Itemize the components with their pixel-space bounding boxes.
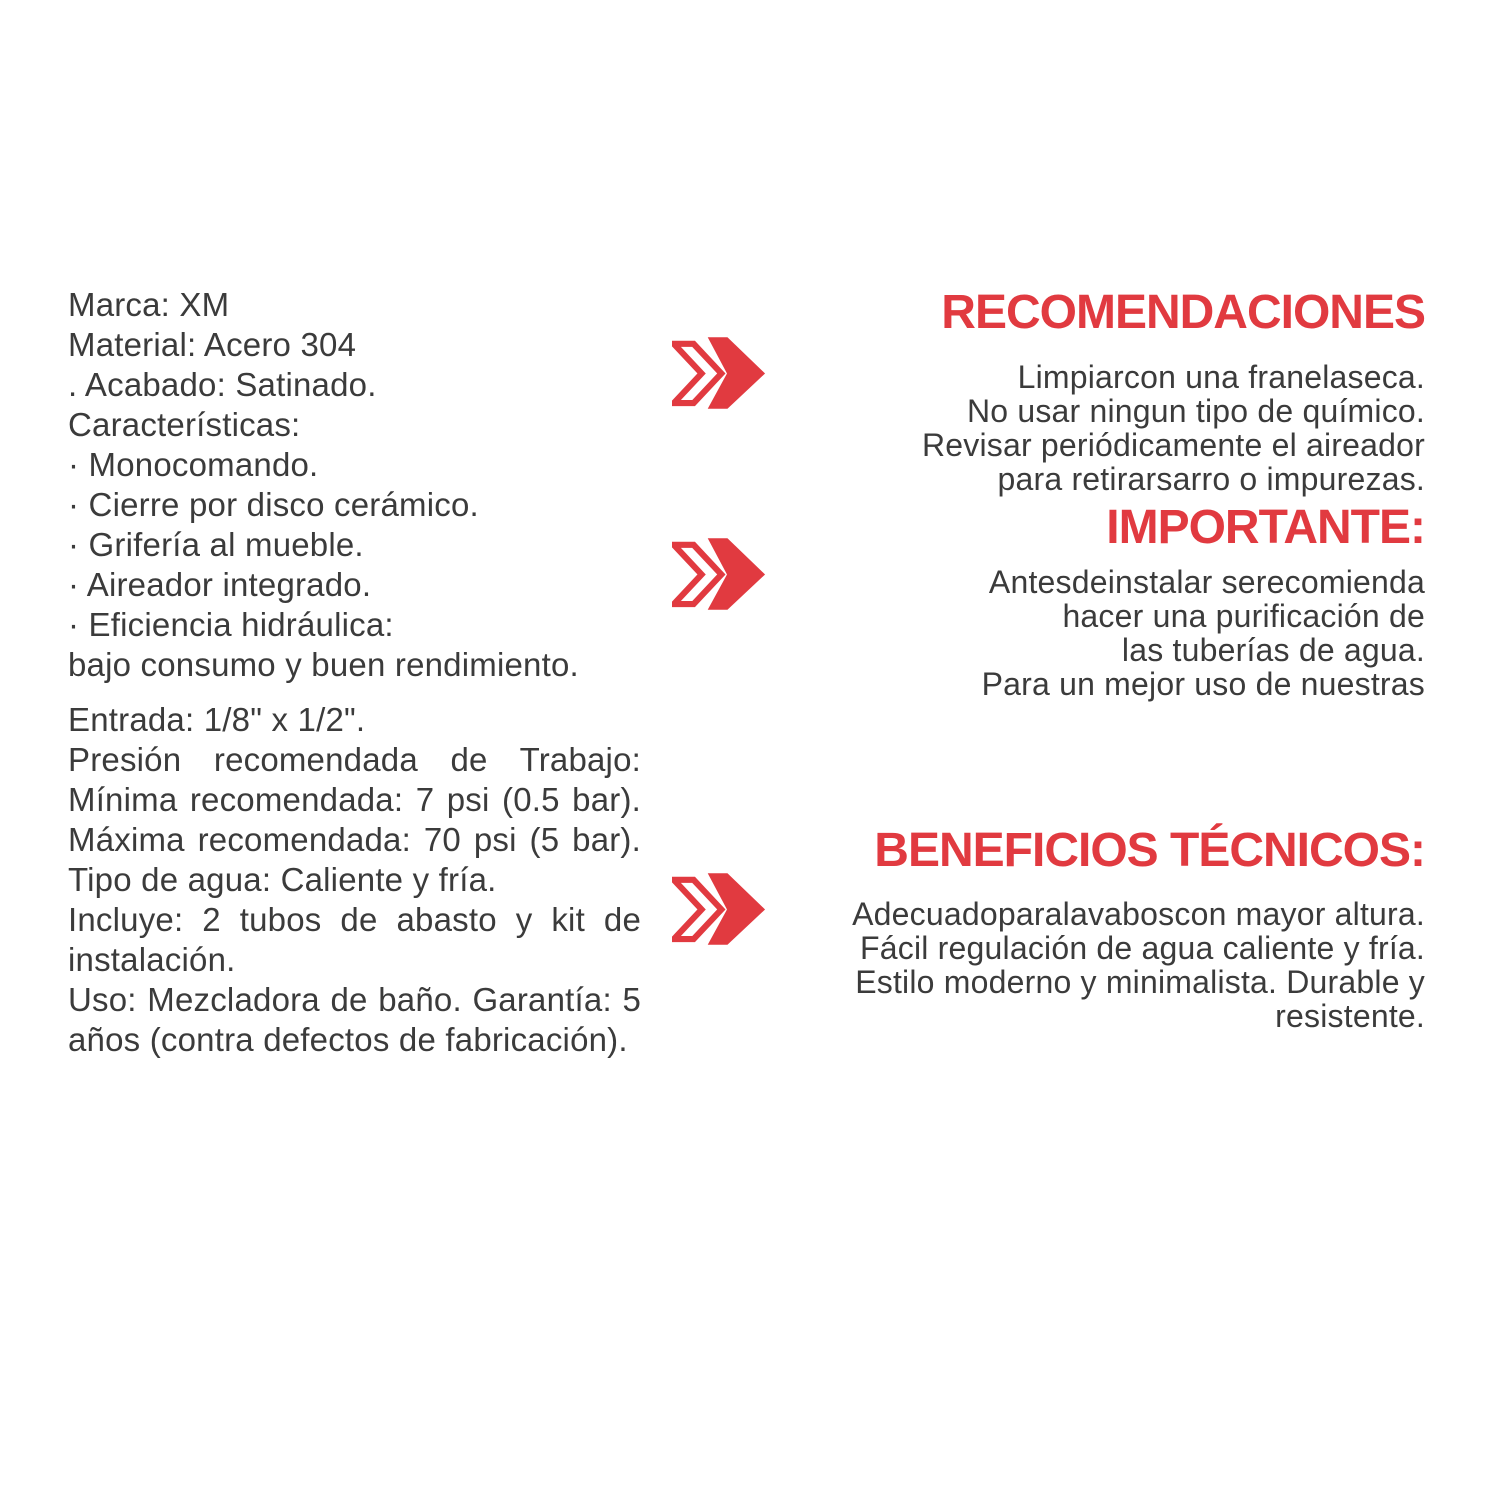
chevron-outline xyxy=(674,344,721,403)
text-line: Revisar periódicamente el aireador xyxy=(921,427,1425,463)
chevron-solid xyxy=(708,337,765,408)
importante-heading: IMPORTANTE: xyxy=(1106,501,1425,554)
text-line: bajo consumo y buen rendimiento. xyxy=(68,646,579,683)
text-line: resistente. xyxy=(1275,998,1425,1034)
chevron-outline xyxy=(674,545,721,604)
text-line: No usar ningun tipo de químico. xyxy=(966,393,1425,429)
text-line: · Monocomando. xyxy=(68,446,319,483)
text-line: Presión recomendada de Trabajo: xyxy=(68,741,641,778)
double-chevron-right-icon xyxy=(672,336,766,410)
text-line: · Cierre por disco cerámico. xyxy=(68,486,479,523)
text-line: . Acabado: Satinado. xyxy=(68,366,377,403)
text-line: Material: Acero 304 xyxy=(68,326,357,363)
text-line: Uso: Mezcladora de baño. Garantía: 5 xyxy=(68,981,641,1018)
technical-specs-paragraph xyxy=(68,700,641,1060)
text-line: Entrada: 1/8" x 1/2". xyxy=(68,701,366,738)
text-line: las tuberías de agua. xyxy=(1121,632,1425,668)
recomendaciones-body xyxy=(805,360,1425,496)
text-line: · Aireador integrado. xyxy=(68,566,372,603)
double-chevron-right-icon xyxy=(672,537,766,611)
text-line: · Eficiencia hidráulica: xyxy=(68,606,394,643)
text-line: para retirarsarro o impurezas. xyxy=(997,461,1425,497)
beneficios-tecnicos-body xyxy=(805,897,1425,1033)
double-chevron-right-icon xyxy=(672,872,766,946)
text-line: Tipo de agua: Caliente y fría. xyxy=(68,861,497,898)
text-line: Características: xyxy=(68,406,301,443)
text-line: Incluye: 2 tubos de abasto y kit de xyxy=(68,901,641,938)
text-line: instalación. xyxy=(68,941,236,978)
chevron-outline xyxy=(674,880,721,939)
text-line: Limpiarcon una franelaseca. xyxy=(1017,359,1425,395)
text-line: Estilo moderno y minimalista. Durable y xyxy=(855,964,1425,1000)
text-line: Antesdeinstalar serecomienda xyxy=(988,564,1425,600)
text-line: Para un mejor uso de nuestras xyxy=(981,666,1425,702)
text-line: hacer una purificación de xyxy=(1062,598,1425,634)
text-line: · Grifería al mueble. xyxy=(68,526,364,563)
recomendaciones-heading: RECOMENDACIONES xyxy=(941,286,1425,339)
text-line: años (contra defectos de fabricación). xyxy=(68,1021,628,1058)
chevron-solid xyxy=(708,538,765,609)
product-attributes-paragraph xyxy=(68,285,641,685)
text-line: Mínima recomendada: 7 psi (0.5 bar). xyxy=(68,781,641,818)
text-line: Adecuadoparalavaboscon mayor altura. xyxy=(852,896,1425,932)
text-line: Fácil regulación de agua caliente y fría. xyxy=(860,930,1425,966)
chevron-solid xyxy=(708,873,765,944)
text-line: Máxima recomendada: 70 psi (5 bar). xyxy=(68,821,641,858)
beneficios-tecnicos-heading: BENEFICIOS TÉCNICOS: xyxy=(874,824,1425,877)
importante-body xyxy=(805,565,1425,701)
text-line: Marca: XM xyxy=(68,286,230,323)
